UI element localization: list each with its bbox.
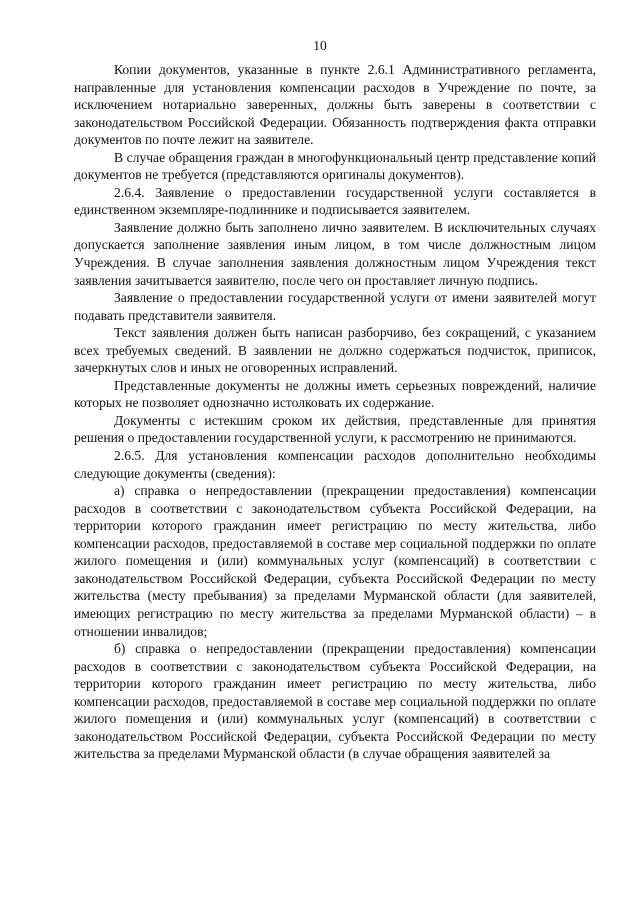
list-item-b: б) справка о непредоставлении (прекращении предоставления) компенсации расходов в соответствии с законодательством субъекта Российской Федерации, на территории которого гражданин имеет регистрацию по месту жительства, либо компенсации расходов, предоставляемой в составе мер социальной поддержки по оплате жилого помещения и (или) коммунальных услуг (компенсаций) в соответствии с законодательством Российской Федерации, субъекта Российской Федерации по месту жительства за пределами Мурманской области (в случае обращения заявителей за <box>74 641 596 762</box>
paragraph-multifunctional-center: В случае обращения граждан в многофункциональный центр представление копий документов не требуется (представляются оригиналы документов). <box>74 149 596 183</box>
paragraph-expired-documents: Документы с истекшим сроком их действия, представленные для принятия решения о предоставлении государственной услуги, к рассмотрению не принимаются. <box>74 412 596 446</box>
paragraph-2-6-5: 2.6.5. Для установления компенсации расходов дополнительно необходимы следующие документы (сведения): <box>74 448 596 481</box>
paragraph-legibility: Текст заявления должен быть написан разборчиво, без сокращений, с указанием всех требуемых сведений. В заявлении не должно содержаться подчисток, приписок, зачеркнутых слов и иных не оговоренных исправлений. <box>74 325 596 376</box>
paragraph-damaged-documents: Представленные документы не должны иметь серьезных повреждений, наличие которых не позволяет однозначно истолковать их содержание. <box>74 377 596 411</box>
paragraph-2-6-4: 2.6.4. Заявление о предоставлении государственной услуги составляется в единственном экземпляре-подлиннике и подписывается заявителем. <box>74 184 596 218</box>
paragraph-representatives: Заявление о предоставлении государственной услуги от имени заявителей могут подавать представители заявителя. <box>74 290 596 323</box>
document-text-body <box>74 61 596 763</box>
paragraph-filled-by-applicant: Заявление должно быть заполнено лично заявителем. В исключительных случаях допускается заполнение заявления иным лицом, в том числе должностным лицом Учреждения. В случае заполнения заявления должностным лицом Учреждения текст заявления зачитывается заявителю, после чего он проставляет личную подпись. <box>74 219 596 288</box>
page-number: 10 <box>313 38 327 53</box>
paragraph-copies-by-mail: Копии документов, указанные в пункте 2.6.1 Административного регламента, направленные для установления компенсации расходов в Учреждение по почте, за исключением нотариально заверенных, должны быть заверены в соответствии с законодательством Российской Федерации. Обязанность подтверждения факта отправки документов по почте лежит на заявителе. <box>74 62 596 148</box>
list-item-a: а) справка о непредоставлении (прекращении предоставления) компенсации расходов в соответствии с законодательством субъекта Российской Федерации, на территории которого гражданин имеет регистрацию по месту жительства, либо компенсации расходов, предоставляемой в составе мер социальной поддержки по оплате жилого помещения и (или) коммунальных услуг (компенсаций) в соответствии с законодательством Российской Федерации, субъекта Российской Федерации по месту жительства (месту пребывания) за пределами Мурманской области (для заявителей, имеющих регистрацию по месту жительства за пределами Мурманской области) – в отношении инвалидов; <box>74 483 596 639</box>
